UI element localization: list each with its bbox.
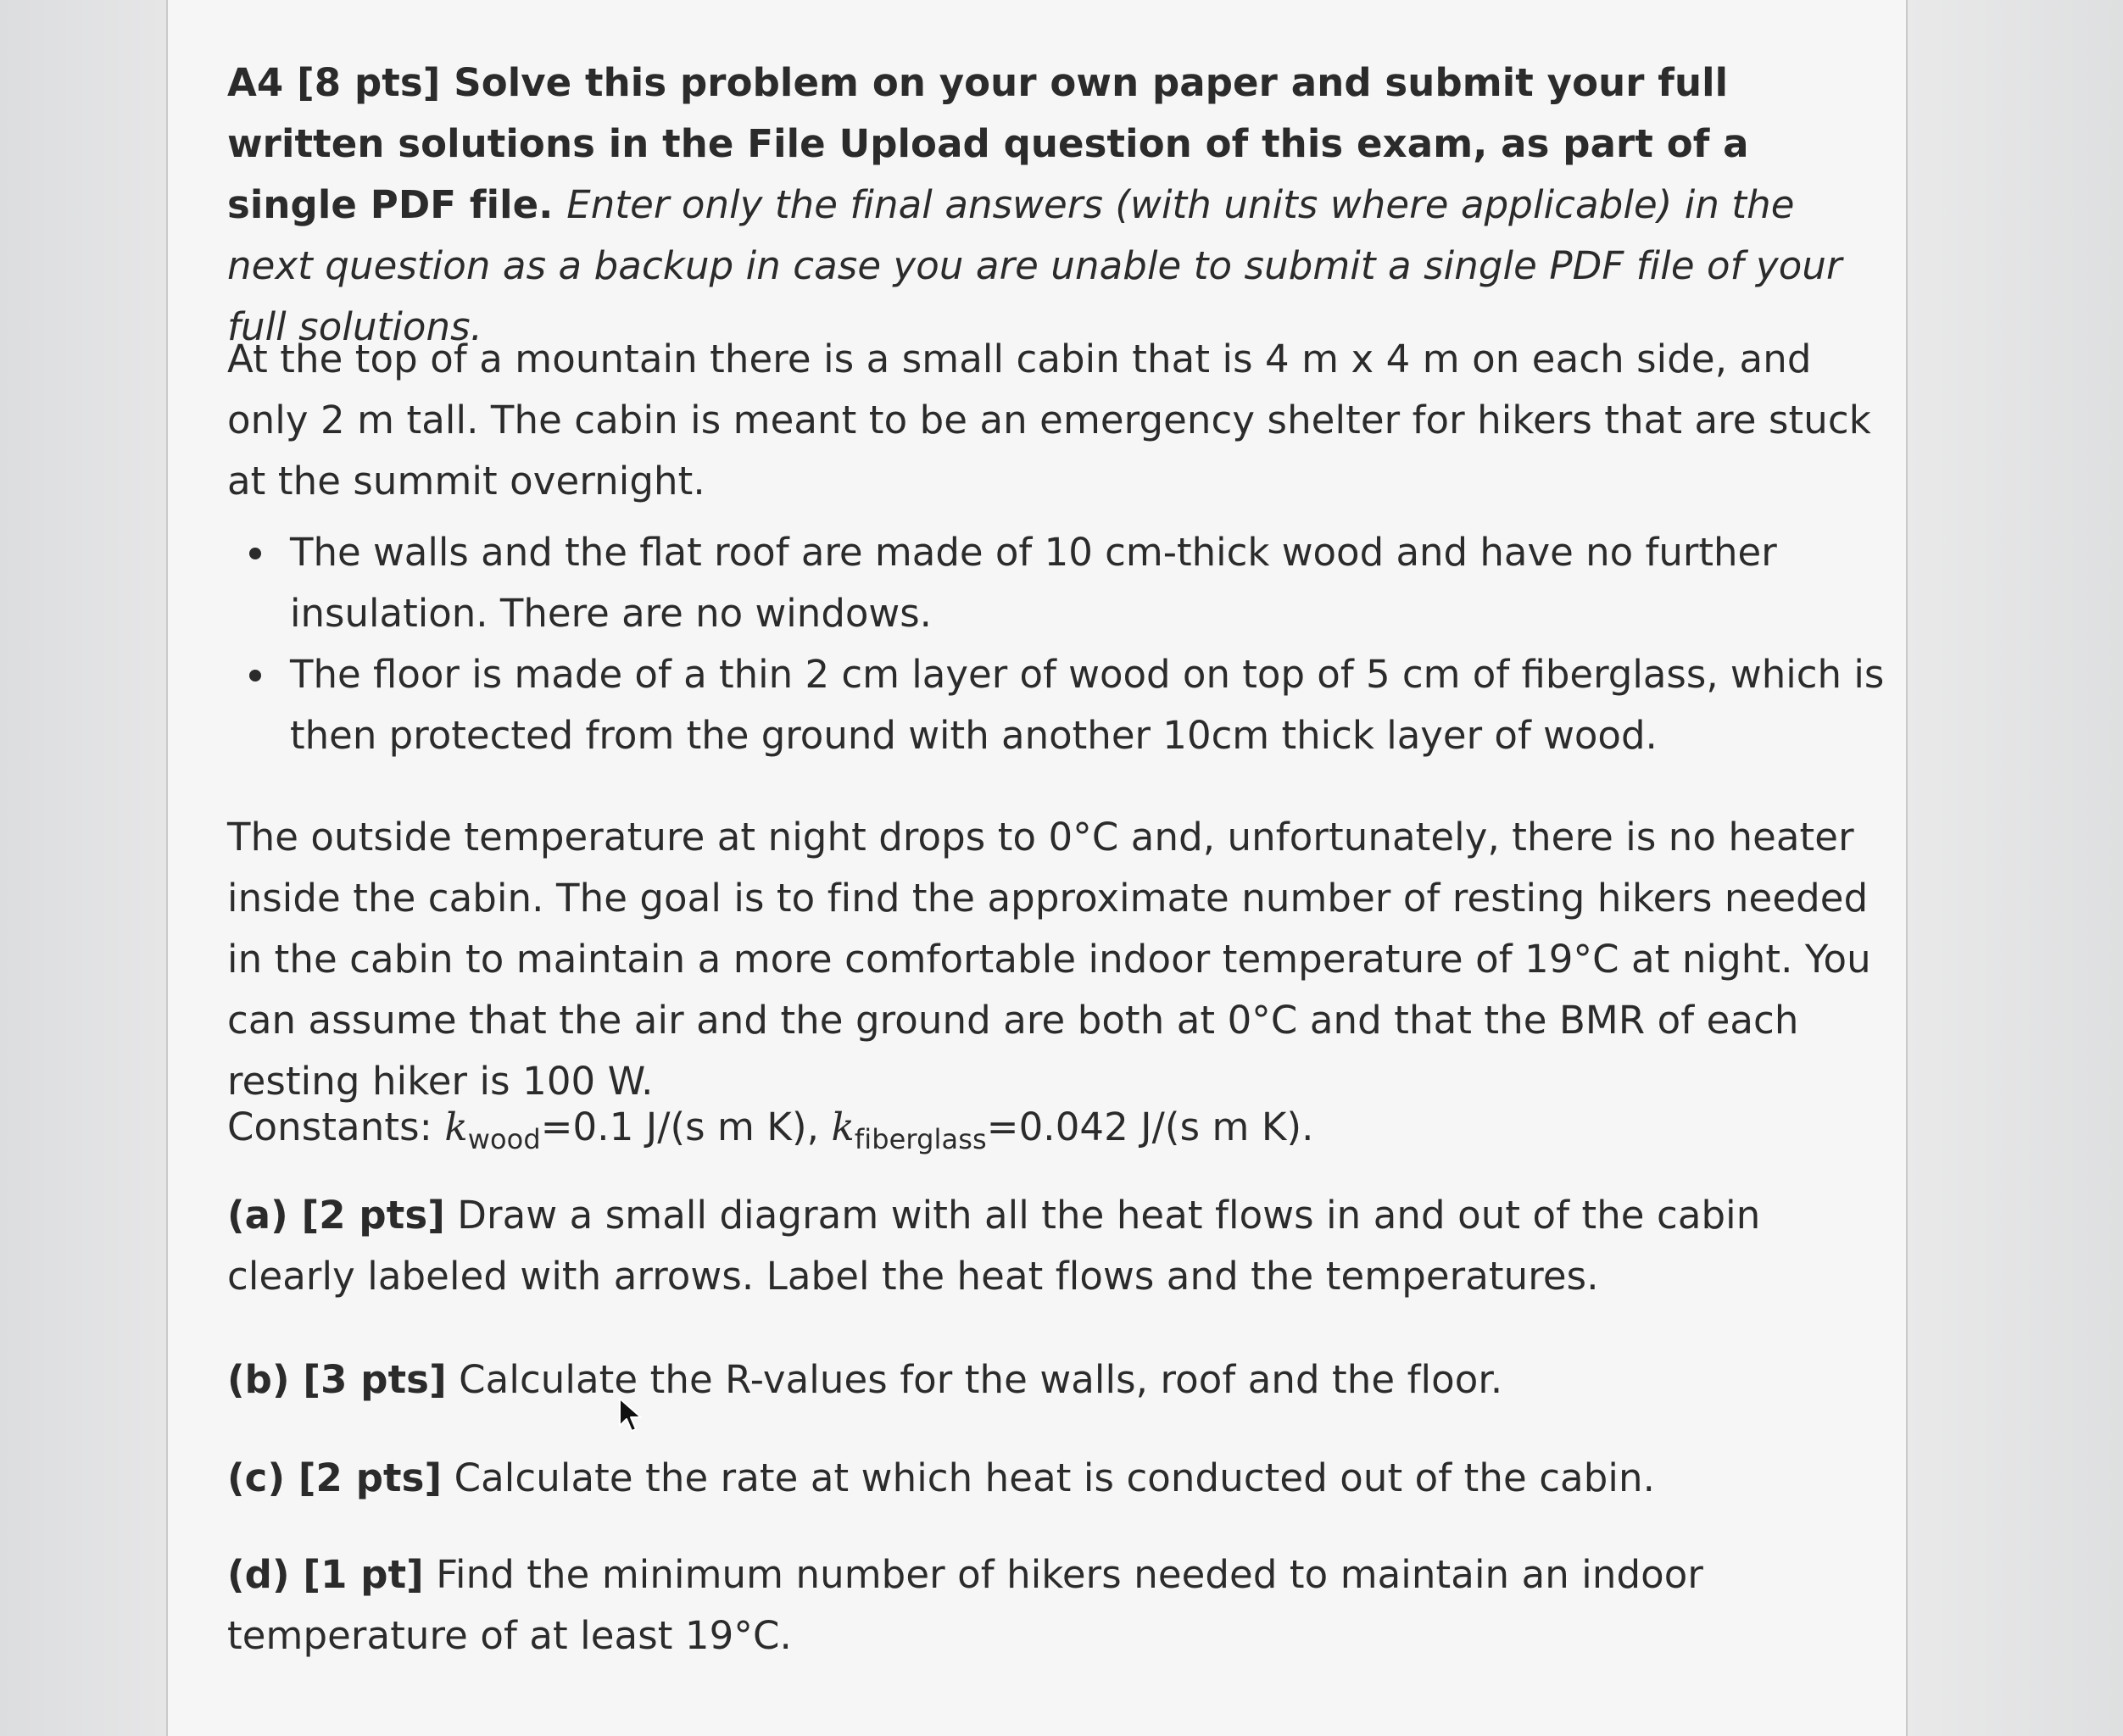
- part-c-text: Calculate the rate at which heat is conducted out of the cabin.: [454, 1455, 1656, 1500]
- k-fiberglass-symbol: k: [831, 1104, 855, 1149]
- list-item: The walls and the flat roof are made of 10 cm-thick wood and have no further insulation. There are no windows.: [227, 522, 1889, 644]
- problem-conditions: The outside temperature at night drops to 0°C and, unfortunately, there is no heater inside the cabin. The goal is to find the approximate number of resting hikers needed in the cabin to maintain a more comfortable indoor temperature of 19°C at night. You can assume that the air and the ground are both at 0°C and that the BMR of each resting hiker is 100 W.: [227, 815, 1871, 1104]
- right-margin: [1908, 0, 2123, 1736]
- part-a: [227, 1185, 1889, 1307]
- constants-line: [227, 1097, 1889, 1170]
- header-backup-note: Enter only the final answers (with units where applicable) in the next question as a backup in case you are unable to submit a single PDF file of your full solutions.: [227, 182, 1842, 349]
- part-b: [227, 1349, 1889, 1410]
- header-instructions: A4 [8 pts] Solve this problem on your own paper and submit your full written solutions in the File Upload question of this exam, as part of a single PDF file.: [227, 60, 1749, 227]
- question-header: [227, 53, 1889, 358]
- list-item: The floor is made of a thin 2 cm layer of wood on top of 5 cm of fiberglass, which is then protected from the ground with another 10cm thick layer of wood.: [227, 644, 1889, 766]
- problem-description: At the top of a mountain there is a small cabin that is 4 m x 4 m on each side, and only 2 m tall. The cabin is meant to be an emergency shelter for hikers that are stuck at the summit overnight.: [227, 337, 1871, 504]
- mouse-pointer-icon: [616, 1397, 645, 1434]
- k-fiberglass-value: =0.042 J/(s m K).: [986, 1104, 1314, 1149]
- k-wood-subscript: wood: [467, 1123, 541, 1155]
- materials-list: [227, 522, 1889, 766]
- part-b-label: (b) [3 pts]: [227, 1357, 447, 1402]
- part-d-label: (d) [1 pt]: [227, 1552, 424, 1597]
- bullet-icon: [249, 548, 261, 559]
- part-c: [227, 1448, 1889, 1509]
- question-panel: [166, 0, 1908, 1736]
- part-a-text: Draw a small diagram with all the heat flows in and out of the cabin clearly labeled with arrows. Label the heat flows and the temperatures.: [227, 1193, 1761, 1299]
- part-b-text: Calculate the R-values for the walls, roof and the floor.: [459, 1357, 1503, 1402]
- part-a-label: (a) [2 pts]: [227, 1193, 445, 1238]
- k-fiberglass-subscript: fiberglass: [854, 1123, 987, 1155]
- bullet-icon: [249, 670, 261, 682]
- k-wood-symbol: k: [444, 1104, 468, 1149]
- part-d-text: Find the minimum number of hikers needed to maintain an indoor temperature of at least 19°C.: [227, 1552, 1704, 1658]
- left-margin: [0, 0, 166, 1736]
- constants-label: Constants:: [227, 1104, 432, 1149]
- part-c-label: (c) [2 pts]: [227, 1455, 443, 1500]
- part-d: [227, 1544, 1889, 1666]
- k-wood-value: =0.1 J/(s m K),: [540, 1104, 820, 1149]
